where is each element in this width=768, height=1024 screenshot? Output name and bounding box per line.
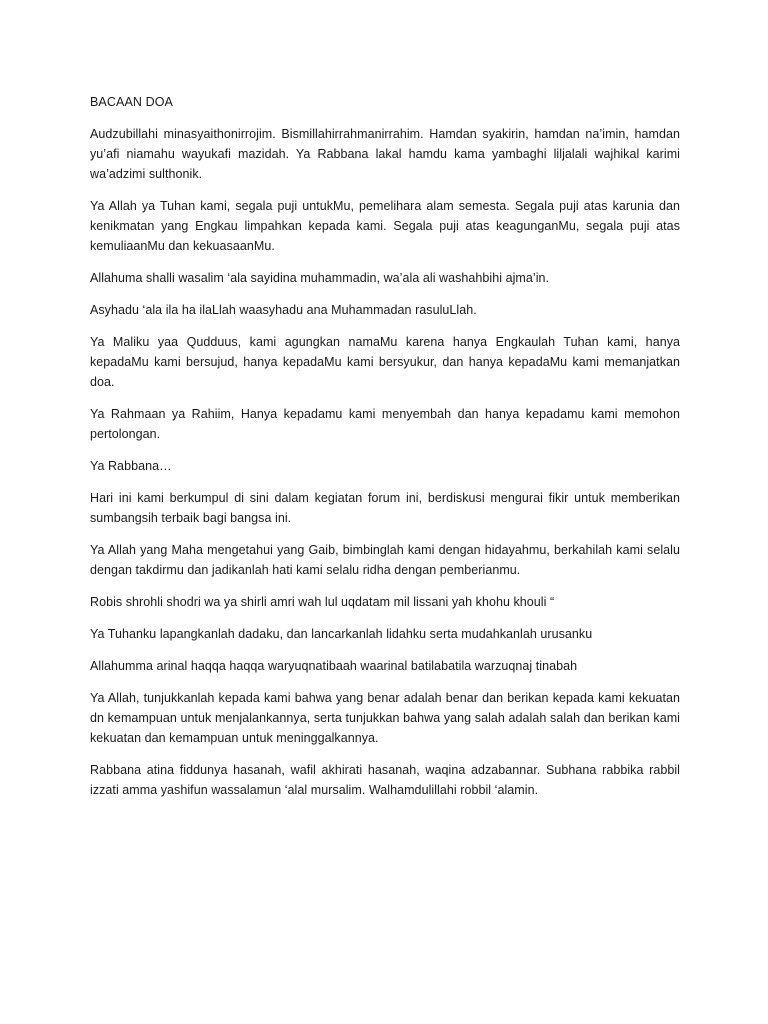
paragraph-arinal: Allahumma arinal haqqa haqqa waryuqnatibaah waarinal batilabatila warzuqnaj tinabah: [90, 659, 578, 673]
paragraph-closing: Rabbana atina fiddunya hasanah, wafil akhirati hasanah, waqina adzabannar. Subhana rabbika rabbil izzati amma yashifun wassalamun ‘alal mursalim. Walhamdulillahi robbil ‘alamin.: [90, 763, 680, 797]
paragraph-maliku: Ya Maliku yaa Qudduus, kami agungkan namaMu karena hanya Engkaulah Tuhan kami, hanya kepadaMu kami bersujud, hanya kepadaMu kami bersyukur, dan hanya kepadaMu kami memanjatkan doa.: [90, 335, 680, 389]
paragraph-gaib: Ya Allah yang Maha mengetahui yang Gaib, bimbinglah kami dengan hidayahmu, berkahilah kami selalu dengan takdirmu dan jadikanlah hati kami selalu ridha dengan pemberianmu.: [90, 543, 680, 577]
paragraph-lapangkan: Ya Tuhanku lapangkanlah dadaku, dan lancarkanlah lidahku serta mudahkanlah urusanku: [90, 627, 593, 641]
paragraph-praise: Ya Allah ya Tuhan kami, segala puji untukMu, pemelihara alam semesta. Segala puji atas karunia dan kenikmatan yang Engkau limpahkan kepada kami. Segala puji atas keagunganMu, segala puji atas kemuliaanMu dan kekuasaanMu.: [90, 199, 680, 253]
paragraph-tunjukkan: Ya Allah, tunjukkanlah kepada kami bahwa yang benar adalah benar dan berikan kepada kami kekuatan dn kemampuan untuk menjalankannya, serta tunjukkan bahwa yang salah adalah salah dan berikan kami kekuatan dan kemampuan untuk meninggalkannya.: [90, 691, 680, 745]
document-title: BACAAN DOA: [90, 95, 173, 109]
paragraph-forum: Hari ini kami berkumpul di sini dalam kegiatan forum ini, berdiskusi mengurai fikir untuk memberikan sumbangsih terbaik bagi bangsa ini.: [90, 491, 680, 525]
paragraph-opening: Audzubillahi minasyaithonirrojim. Bismillahirrahmanirrahim. Hamdan syakirin, hamdan na’imin, hamdan yu’afi niamahu wayukafi mazidah. Ya Rabbana lakal hamdu kama yambaghi liljalali wajhikal karimi wa’adzimi sulthonik.: [90, 127, 680, 181]
paragraph-shalawat: Allahuma shalli wasalim ‘ala sayidina muhammadin, wa’ala ali washahbihi ajma’in.: [90, 271, 550, 285]
paragraph-robis: Robis shrohli shodri wa ya shirli amri wah lul uqdatam mil lissani yah khohu khouli “: [90, 595, 555, 609]
paragraph-syahadat: Asyhadu ‘ala ila ha ilaLlah waasyhadu ana Muhammadan rasuluLlah.: [90, 303, 477, 317]
paragraph-rahmaan: Ya Rahmaan ya Rahiim, Hanya kepadamu kami menyembah dan hanya kepadamu kami memohon pertolongan.: [90, 407, 680, 441]
paragraph-rabbana: Ya Rabbana…: [90, 459, 172, 473]
